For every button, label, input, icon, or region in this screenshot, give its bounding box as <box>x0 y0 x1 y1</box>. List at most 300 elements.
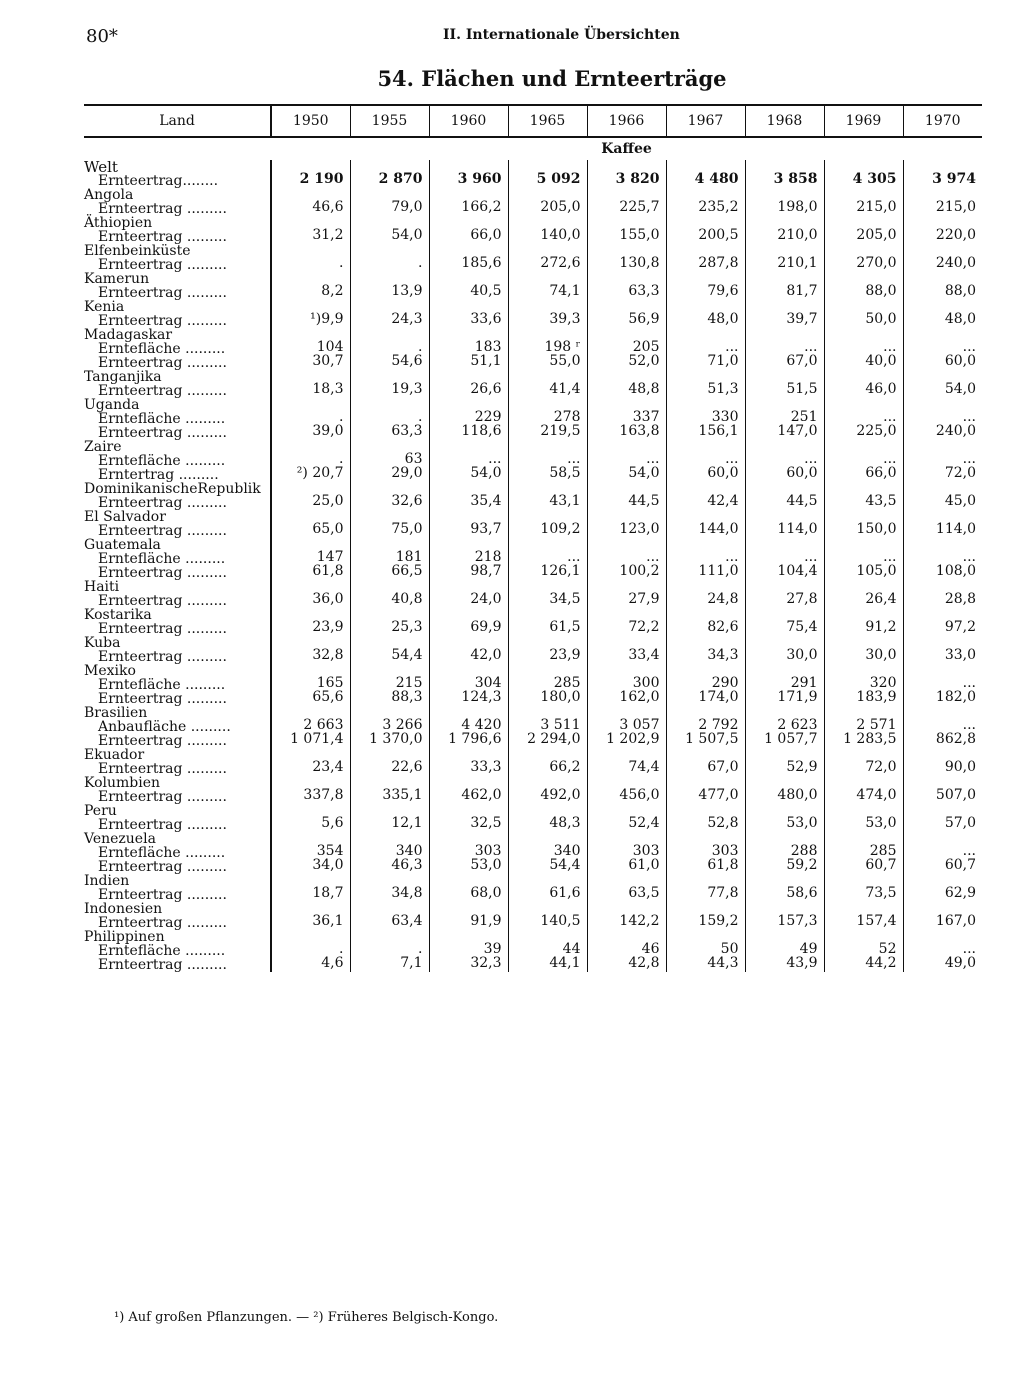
value-cell <box>587 482 666 510</box>
value: 4,6 <box>321 955 344 971</box>
value-cell <box>903 510 982 538</box>
value: 114,0 <box>935 521 976 537</box>
value-cell <box>587 748 666 776</box>
value-cell <box>666 216 745 244</box>
table-row <box>84 216 982 244</box>
country-cell <box>84 580 271 608</box>
value: 88,0 <box>944 283 976 299</box>
value-cell <box>587 328 666 370</box>
value: 1 370,0 <box>369 731 423 747</box>
value: 118,6 <box>461 423 502 439</box>
page-header <box>86 26 986 48</box>
value-cell <box>271 398 350 440</box>
value: 4 480 <box>694 171 739 187</box>
value-cell <box>666 930 745 972</box>
country-name: Äthiopien <box>84 215 153 231</box>
value: 200,5 <box>698 227 739 243</box>
value: 67,0 <box>707 759 739 775</box>
value: 3 858 <box>773 171 818 187</box>
value-cell <box>271 748 350 776</box>
value: 72,0 <box>865 759 897 775</box>
value: 50,0 <box>865 311 897 327</box>
value-cell <box>429 510 508 538</box>
value: 52 <box>878 941 897 957</box>
value: 210,1 <box>777 255 818 271</box>
value: 65,0 <box>312 521 344 537</box>
value: ... <box>725 339 739 355</box>
value-cell <box>745 706 824 748</box>
value: 18,3 <box>312 381 344 397</box>
value: ... <box>804 451 818 467</box>
value: 58,5 <box>549 465 581 481</box>
value-cell <box>745 776 824 804</box>
value-cell <box>429 930 508 972</box>
value: 23,9 <box>549 647 581 663</box>
value-cell <box>745 832 824 874</box>
value: 3 511 <box>540 717 581 733</box>
value-cell <box>666 272 745 300</box>
value-cell <box>587 804 666 832</box>
value-cell <box>824 832 903 874</box>
value-cell <box>903 636 982 664</box>
value: . <box>339 941 344 957</box>
value-cell <box>666 706 745 748</box>
country-name: DominikanischeRepublik <box>84 481 261 497</box>
value-cell <box>429 482 508 510</box>
table-row <box>84 804 982 832</box>
value: 205,0 <box>540 199 581 215</box>
footnote: ¹) Auf großen Pflanzungen. — ²) Früheres Belgisch-Kongo. <box>114 1310 499 1325</box>
value: 51,3 <box>707 381 739 397</box>
value: 2 663 <box>303 717 344 733</box>
value: 165 <box>316 675 344 691</box>
value: 57,0 <box>944 815 976 831</box>
value-cell <box>903 538 982 580</box>
country-cell <box>84 160 271 188</box>
country-name: Guatemala <box>84 537 161 553</box>
value-cell <box>350 272 429 300</box>
value: 2 294,0 <box>527 731 581 747</box>
value: 43,9 <box>786 955 818 971</box>
value-cell <box>429 398 508 440</box>
year-header: 1967 <box>666 105 745 137</box>
value-cell <box>666 300 745 328</box>
value: 60,0 <box>944 353 976 369</box>
value: 48,8 <box>628 381 660 397</box>
measure-label: Ernteertrag ......... <box>98 229 227 245</box>
value-cell <box>350 580 429 608</box>
value-cell <box>745 748 824 776</box>
table-row <box>84 580 982 608</box>
value-cell <box>350 440 429 482</box>
value-cell <box>903 440 982 482</box>
value: 39,7 <box>786 311 818 327</box>
value: 55,0 <box>549 353 581 369</box>
value: 88,0 <box>865 283 897 299</box>
country-cell <box>84 804 271 832</box>
value: 18,7 <box>312 885 344 901</box>
value-cell <box>508 272 587 300</box>
value: 40,8 <box>391 591 423 607</box>
value: 205 <box>632 339 660 355</box>
value: ... <box>725 451 739 467</box>
value: 3 974 <box>932 171 976 187</box>
value: 63 <box>404 451 423 467</box>
value-cell <box>824 328 903 370</box>
country-name: El Salvador <box>84 509 166 525</box>
value-cell <box>508 636 587 664</box>
value: 288 <box>790 843 818 859</box>
value-cell <box>271 510 350 538</box>
value: 1 057,7 <box>764 731 818 747</box>
value-cell <box>903 300 982 328</box>
value-cell <box>508 804 587 832</box>
value-cell <box>824 748 903 776</box>
value-cell <box>429 874 508 902</box>
value-cell <box>903 160 982 188</box>
year-header: 1970 <box>903 105 982 137</box>
value: 13,9 <box>391 283 423 299</box>
value-cell <box>903 664 982 706</box>
value-cell <box>508 930 587 972</box>
value: 215,0 <box>935 199 976 215</box>
country-name: Philippinen <box>84 929 165 945</box>
value: 225,7 <box>619 199 660 215</box>
value-cell <box>350 804 429 832</box>
value: 303 <box>474 843 502 859</box>
value-cell <box>350 300 429 328</box>
country-cell <box>84 664 271 706</box>
country-cell <box>84 510 271 538</box>
value: 155,0 <box>619 227 660 243</box>
value-cell <box>824 776 903 804</box>
value: 40,0 <box>865 353 897 369</box>
value-cell <box>587 930 666 972</box>
value: 5,6 <box>321 815 344 831</box>
value-cell <box>429 300 508 328</box>
value: 27,8 <box>786 591 818 607</box>
value: 185,6 <box>461 255 502 271</box>
table-row <box>84 930 982 972</box>
value: 44,2 <box>865 955 897 971</box>
table-row <box>84 608 982 636</box>
country-name: Uganda <box>84 397 140 413</box>
harvest-table <box>84 104 982 972</box>
value-cell <box>903 216 982 244</box>
value: 93,7 <box>470 521 502 537</box>
country-name: Zaire <box>84 439 122 455</box>
value: 63,3 <box>628 283 660 299</box>
value: 144,0 <box>698 521 739 537</box>
value: 65,6 <box>312 689 344 705</box>
value-cell <box>350 930 429 972</box>
value: 32,6 <box>391 493 423 509</box>
table-row <box>84 272 982 300</box>
value: 225,0 <box>856 423 897 439</box>
value: 304 <box>474 675 502 691</box>
value-cell <box>666 776 745 804</box>
value: 251 <box>790 409 818 425</box>
value-cell <box>903 706 982 748</box>
value: 79,0 <box>391 199 423 215</box>
measure-label: Ernteertrag ......... <box>98 817 227 833</box>
value: 51,1 <box>470 353 502 369</box>
year-header: 1965 <box>508 105 587 137</box>
value-cell <box>745 370 824 398</box>
value: 91,2 <box>865 619 897 635</box>
value-cell <box>903 482 982 510</box>
value: 25,0 <box>312 493 344 509</box>
value: 63,3 <box>391 423 423 439</box>
value-cell <box>666 510 745 538</box>
value-cell <box>587 244 666 272</box>
value: 33,0 <box>944 647 976 663</box>
value: 3 266 <box>382 717 423 733</box>
value: 60,0 <box>786 465 818 481</box>
value-cell <box>824 160 903 188</box>
value: 105,0 <box>856 563 897 579</box>
measure-label: Ernteertrag ......... <box>98 957 227 973</box>
value: 54,6 <box>391 353 423 369</box>
value: . <box>418 339 423 355</box>
value-cell <box>745 244 824 272</box>
value: 1 507,5 <box>685 731 739 747</box>
value: 61,0 <box>628 857 660 873</box>
value-cell <box>745 538 824 580</box>
value-cell <box>666 328 745 370</box>
measure-label: Ernteertrag ......... <box>98 761 227 777</box>
value: 50 <box>720 941 739 957</box>
value-cell <box>508 538 587 580</box>
country-cell <box>84 272 271 300</box>
year-header: 1955 <box>350 105 429 137</box>
value: 285 <box>553 675 581 691</box>
value: 24,8 <box>707 591 739 607</box>
value: 61,6 <box>549 885 581 901</box>
value: 2 190 <box>299 171 344 187</box>
value: 52,4 <box>628 815 660 831</box>
value-cell <box>587 580 666 608</box>
value: 48,0 <box>707 311 739 327</box>
value: 22,6 <box>391 759 423 775</box>
table-row <box>84 706 982 748</box>
value-cell <box>587 188 666 216</box>
country-cell <box>84 874 271 902</box>
value-cell <box>903 874 982 902</box>
value-cell <box>508 328 587 370</box>
value-cell <box>350 776 429 804</box>
value: ... <box>804 549 818 565</box>
value: 72,0 <box>944 465 976 481</box>
value: ¹)9,9 <box>310 311 344 327</box>
value: 54,0 <box>470 465 502 481</box>
measure-label: Erntefläche ......... <box>98 677 226 693</box>
value: 240,0 <box>935 423 976 439</box>
value-cell <box>587 510 666 538</box>
value: ... <box>804 339 818 355</box>
value-cell <box>508 874 587 902</box>
value-cell <box>903 776 982 804</box>
measure-label: Erntefläche ......... <box>98 551 226 567</box>
value: 41,4 <box>549 381 581 397</box>
value: 81,7 <box>786 283 818 299</box>
value-cell <box>271 706 350 748</box>
table-row <box>84 538 982 580</box>
country-name: Kolumbien <box>84 775 161 791</box>
value: 477,0 <box>698 787 739 803</box>
value-cell <box>508 776 587 804</box>
value-cell <box>271 538 350 580</box>
value-cell <box>508 510 587 538</box>
value-cell <box>745 804 824 832</box>
value: 46,3 <box>391 857 423 873</box>
value: 25,3 <box>391 619 423 635</box>
value: 3 057 <box>619 717 660 733</box>
value: 126,1 <box>540 563 581 579</box>
value: ... <box>883 409 897 425</box>
value: 54,4 <box>549 857 581 873</box>
value: 140,5 <box>540 913 581 929</box>
value-cell <box>666 538 745 580</box>
value: ... <box>725 549 739 565</box>
value-cell <box>824 930 903 972</box>
country-name: Indonesien <box>84 901 163 917</box>
year-header: 1966 <box>587 105 666 137</box>
value-cell <box>824 244 903 272</box>
table-header-row <box>84 105 982 137</box>
value: 62,9 <box>944 885 976 901</box>
country-cell <box>84 706 271 748</box>
value: 52,0 <box>628 353 660 369</box>
value: 335,1 <box>382 787 423 803</box>
value-cell <box>508 832 587 874</box>
value-cell <box>587 706 666 748</box>
value-cell <box>824 272 903 300</box>
value-cell <box>271 776 350 804</box>
measure-label: Erntefläche ......... <box>98 341 226 357</box>
value: 32,3 <box>470 955 502 971</box>
value: 235,2 <box>698 199 739 215</box>
value: 49 <box>799 941 818 957</box>
value-cell <box>508 664 587 706</box>
country-cell <box>84 930 271 972</box>
country-name: Haiti <box>84 579 120 595</box>
measure-label: Ernteertrag ......... <box>98 593 227 609</box>
value: 24,0 <box>470 591 502 607</box>
country-name: Tanganjika <box>84 369 162 385</box>
value-cell <box>508 160 587 188</box>
value: 34,5 <box>549 591 581 607</box>
country-cell <box>84 538 271 580</box>
value-cell <box>824 706 903 748</box>
country-name: Indien <box>84 873 130 889</box>
value: ... <box>567 549 581 565</box>
measure-label: Ernteertrag ......... <box>98 495 227 511</box>
value: 140,0 <box>540 227 581 243</box>
value-cell <box>824 216 903 244</box>
table-row <box>84 370 982 398</box>
country-name: Ekuador <box>84 747 145 763</box>
value-cell <box>350 636 429 664</box>
value: 330 <box>711 409 739 425</box>
value-cell <box>824 300 903 328</box>
value-cell <box>350 244 429 272</box>
value: . <box>418 941 423 957</box>
value-cell <box>587 636 666 664</box>
value-cell <box>666 874 745 902</box>
value: 480,0 <box>777 787 818 803</box>
value-cell <box>350 510 429 538</box>
value: 285 <box>869 843 897 859</box>
value-cell <box>824 664 903 706</box>
value: 23,9 <box>312 619 344 635</box>
value-cell <box>271 930 350 972</box>
value: 69,9 <box>470 619 502 635</box>
value-cell <box>350 398 429 440</box>
measure-label: Ernteertrag ......... <box>98 285 227 301</box>
value-cell <box>666 748 745 776</box>
value: 29,0 <box>391 465 423 481</box>
value-cell <box>745 398 824 440</box>
value: 33,4 <box>628 647 660 663</box>
value-cell <box>271 328 350 370</box>
country-name: Angola <box>84 187 134 203</box>
value: ... <box>488 451 502 467</box>
value-cell <box>508 706 587 748</box>
table-row <box>84 902 982 930</box>
value-cell <box>903 608 982 636</box>
value: 54,0 <box>628 465 660 481</box>
value: 19,3 <box>391 381 423 397</box>
value-cell <box>666 804 745 832</box>
country-name: Kuba <box>84 635 121 651</box>
value: ... <box>962 451 976 467</box>
value: 97,2 <box>944 619 976 635</box>
value: 12,1 <box>391 815 423 831</box>
table-row <box>84 160 982 188</box>
value: 300 <box>632 675 660 691</box>
value-cell <box>745 300 824 328</box>
country-name: Welt <box>84 158 118 176</box>
value-cell <box>508 300 587 328</box>
value-cell <box>745 216 824 244</box>
value: 56,9 <box>628 311 660 327</box>
value: 456,0 <box>619 787 660 803</box>
value: 30,0 <box>786 647 818 663</box>
value-cell <box>903 328 982 370</box>
value: 337 <box>632 409 660 425</box>
value: 43,5 <box>865 493 897 509</box>
year-header: 1960 <box>429 105 508 137</box>
value: 75,0 <box>391 521 423 537</box>
measure-label: Ernteertrag ......... <box>98 383 227 399</box>
measure-label: Erntefläche ......... <box>98 411 226 427</box>
value: 163,8 <box>619 423 660 439</box>
value: 270,0 <box>856 255 897 271</box>
value: 54,4 <box>391 647 423 663</box>
value: ... <box>962 675 976 691</box>
value: ²) 20,7 <box>296 465 344 481</box>
measure-label: Ernteertrag ......... <box>98 355 227 371</box>
value: 44,5 <box>786 493 818 509</box>
value-cell <box>745 636 824 664</box>
measure-label: Erntefläche ......... <box>98 845 226 861</box>
value-cell <box>745 608 824 636</box>
value: 46,6 <box>312 199 344 215</box>
value-cell <box>350 748 429 776</box>
table-row <box>84 440 982 482</box>
measure-label: Ernteertrag ......... <box>98 523 227 539</box>
